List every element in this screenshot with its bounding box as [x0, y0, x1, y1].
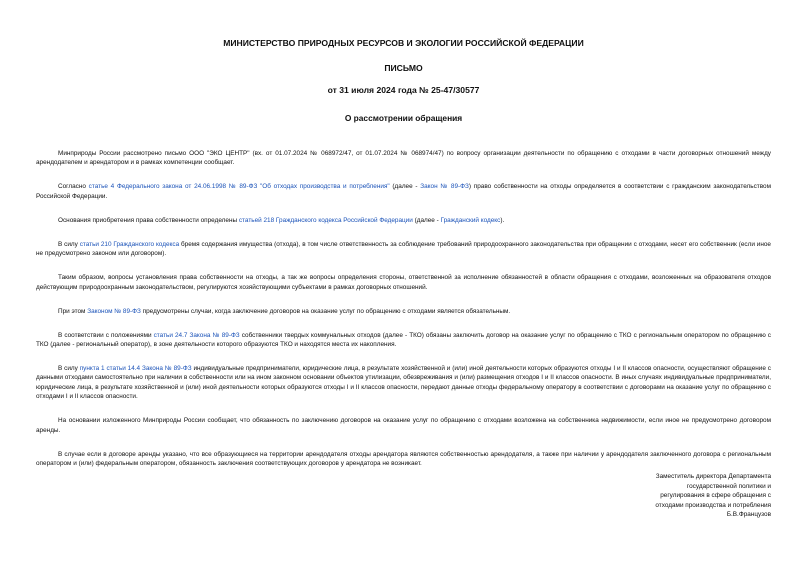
paragraph-text: собственники твердых коммунальных отходов (далее - ТКО) обязаны заключить договор на оказание услуг по обращению с ТКО с региональным оператором по обращению с ТКО (далее - региональный оператор), в зоне деятельности которого образуются ТКО и находятся места их накопления. — [36, 331, 772, 349]
paragraph-text: При этом — [58, 307, 88, 315]
paragraph-9: На основании изложенного Минприроды России сообщает, что обязанность по заключению договоров на оказание услуг по обращению с отходами возложена на собственника недвижимости, если иное не предусмотрено договором аренды. — [36, 417, 771, 434]
paragraph-7 — [36, 331, 771, 350]
signatory-position-line: Заместитель директора Департамента — [655, 473, 771, 480]
signatory-position-line: регулирования в сфере обращения с — [660, 492, 771, 500]
paragraph-8 — [36, 364, 771, 402]
paragraph-text: бремя содержания имущества (отхода), в том числе ответственность за соблюдение требований природоохранного законодательства при обращении с отходами, несет его собственник (если иное не предусмотрено законом или договором). — [36, 240, 771, 258]
signatory-position-line: государственной политики и — [686, 482, 771, 490]
paragraph-text: В силу — [58, 365, 80, 373]
document-subject: О рассмотрении обращения — [344, 113, 463, 123]
paragraph-text: В соответствии с положениями — [58, 331, 154, 339]
paragraph-4 — [36, 240, 771, 259]
paragraph-10: В случае если в договоре аренды указано, что все образующиеся на территории арендодателя отходы арендатора являются собственностью арендодателя, а также при наличии у арендодателя заключенного договора с региональным оператором и (или) федеральным оператором, обязанность заключения соответствующих договоров у арендатора не возникает. — [36, 450, 771, 468]
paragraph-5: Таким образом, вопросы установления права собственности на отходы, а так же вопросы определения стороны, ответственной за исполнение обязанностей в области обращения с отходами, возложенных на образователя отходов действующим природоохранным законодательством, регулируются хозяйствующими субъектами в рамках договорных отношений. — [36, 274, 771, 291]
document-type: ПИСЬМО — [384, 63, 423, 73]
law-89-fz-article-4-link[interactable]: статье 4 Федерального закона от 24.06.1998 № 89-ФЗ "Об отходах производства и потребления" — [88, 183, 390, 191]
paragraph-1: Минприроды России рассмотрено письмо ООО "ЭКО ЦЕНТР" (вх. от 01.07.2024 № 068972/47, от 01.07.2024 № 068974/47) по вопросу организации деятельности по обращению с отходами в части договорных отношений между арендодателем и арендатором и в рамках компетенции сообщает. — [36, 150, 771, 167]
paragraph-text: Основания приобретения права собственности определены — [58, 216, 239, 224]
law-89-fz-link[interactable]: Законом № 89-ФЗ — [87, 307, 141, 315]
signatory-name: Б.В.Французов — [726, 511, 771, 519]
paragraph-text: В силу — [58, 240, 80, 248]
signatory-position-line: отходами производства и потребления — [655, 501, 771, 509]
civil-code-article-210-link[interactable]: статьи 210 Гражданского кодекса — [79, 240, 180, 248]
paragraph-2 — [36, 182, 771, 201]
document-body — [36, 149, 771, 468]
civil-code-link[interactable]: Гражданский кодекс — [440, 216, 501, 224]
paragraph-text: индивидуальные предприниматели, юридические лица, в результате хозяйственной и (или) иной деятельности которых образуются отходы I и II классов опасности, осуществляют обращение с данными отходами самостоятельно при наличии в собственности или на ином законном основании объектов утилизации, обезвреживания и (или) размещения отходов I и II классов опасности. В иных случаях индивидуальные предприниматели, юридические лица, в результате хозяйственной и (или) иной деятельности которых образуются отходы I и II классов опасности, передают данные отходы федеральному оператору в соответствии с договорами на оказание услуг по обращению с отходами I и II классов опасности. — [36, 365, 771, 401]
paragraph-text: (далее - — [389, 183, 421, 191]
law-89-fz-article-14-4-link[interactable]: пункта 1 статьи 14.4 Закона № 89-ФЗ — [79, 365, 192, 373]
paragraph-text: предусмотрены случаи, когда заключение договоров на оказание услуг по обращению с отходами является обязательным. — [140, 307, 511, 315]
paragraph-text: Согласно — [58, 183, 89, 191]
law-89-fz-link[interactable]: Закон № 89-ФЗ — [420, 183, 469, 191]
signature-block — [621, 472, 771, 520]
law-89-fz-article-24-7-link[interactable]: статьи 24.7 Закона № 89-ФЗ — [153, 331, 240, 339]
paragraph-text: ) право собственности на отходы определяется в соответствии с гражданским законодательством Российской Федерации. — [36, 183, 771, 200]
document-date-number: от 31 июля 2024 года № 25-47/30577 — [327, 85, 480, 95]
ministry-title: МИНИСТЕРСТВО ПРИРОДНЫХ РЕСУРСОВ И ЭКОЛОГИИ РОССИЙСКОЙ ФЕДЕРАЦИИ — [223, 38, 584, 48]
civil-code-article-218-link[interactable]: статьей 218 Гражданского кодекса Российской Федерации — [238, 216, 413, 224]
paragraph-text: ). — [500, 216, 505, 224]
paragraph-text: (далее - — [412, 216, 441, 224]
paragraph-6 — [36, 307, 771, 316]
paragraph-3 — [36, 216, 771, 225]
